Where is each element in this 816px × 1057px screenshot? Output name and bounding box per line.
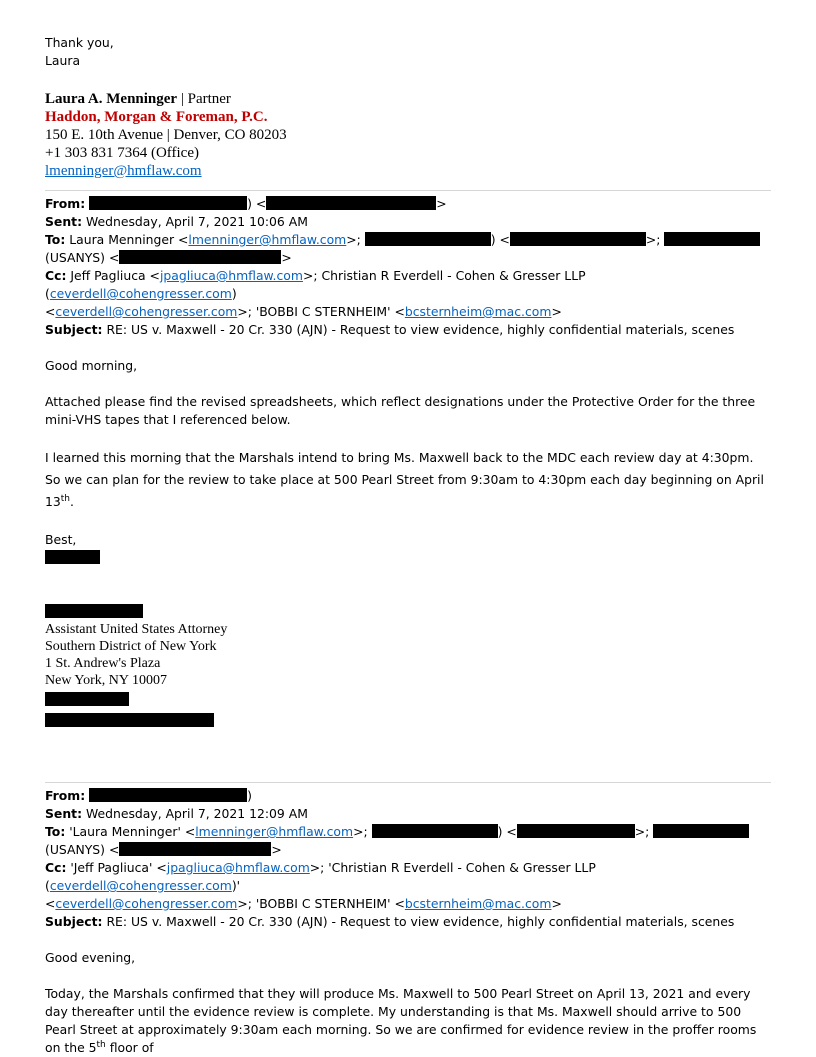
cc-end: > — [551, 896, 562, 911]
redaction — [45, 550, 100, 564]
redaction — [372, 824, 498, 838]
cc-bobbi-email-link[interactable]: bcsternheim@mac.com — [404, 896, 552, 911]
cc-jeff-email-link[interactable]: jpagliuca@hmflaw.com — [159, 268, 303, 283]
sent-label: Sent: — [45, 806, 83, 821]
to-separator: >; — [634, 824, 654, 839]
from-label: From: — [45, 196, 86, 211]
redaction — [45, 604, 143, 618]
paragraph-end: . — [70, 494, 74, 509]
email-greeting: Good morning, — [45, 358, 138, 373]
superscript: th — [60, 493, 71, 504]
email-paragraph — [45, 447, 771, 513]
signature-block — [45, 90, 771, 180]
email-header-1 — [45, 195, 771, 339]
paragraph-text: Today, the Marshals confirmed that they will produce Ms. Maxwell to 500 Pearl Street on April 13, 2021 and every day thereafter until the evidence review is complete. My understanding is that Ms. Maxwell should arrive to 500 Pearl Street at approximately 9:30am each morning. So we are confirmed for evidence review in the proffer rooms on the 5 — [45, 986, 757, 1055]
sent-label: Sent: — [45, 214, 83, 229]
to-email-link[interactable]: lmenninger@hmflaw.com — [195, 824, 354, 839]
to-label: To: — [45, 824, 66, 839]
ausa-title: Assistant United States Attorney — [45, 622, 228, 637]
ausa-signature — [45, 621, 771, 689]
to-middle: ) < — [497, 824, 517, 839]
signature-email-link[interactable]: lmenninger@hmflaw.com — [45, 163, 202, 179]
cc-jeff-email-link[interactable]: jpagliuca@hmflaw.com — [166, 860, 310, 875]
cc-christian: >; Christian R Everdell - Cohen & Gresser LLP ( — [45, 268, 586, 301]
sent-date: Wednesday, April 7, 2021 12:09 AM — [82, 806, 308, 821]
subject-text: RE: US v. Maxwell - 20 Cr. 330 (AJN) - Request to view evidence, highly confidential materials, scenes — [102, 914, 735, 929]
cc-christian-email-link-2[interactable]: ceverdell@cohengresser.com — [55, 304, 238, 319]
redaction — [89, 196, 247, 210]
superscript: th — [96, 1039, 106, 1050]
redaction — [653, 824, 749, 838]
email-paragraph — [45, 985, 771, 1057]
to-usanys: (USANYS) < — [45, 842, 120, 857]
sent-date: Wednesday, April 7, 2021 10:06 AM — [82, 214, 308, 229]
cc-label: Cc: — [45, 268, 67, 283]
signature-firm: Haddon, Morgan & Foreman, P.C. — [45, 109, 268, 125]
redaction — [266, 196, 436, 210]
redaction — [365, 232, 491, 246]
cc-christian-email-link[interactable]: ceverdell@cohengresser.com — [49, 878, 232, 893]
redaction — [517, 824, 635, 838]
cc-bobbi-email-link[interactable]: bcsternheim@mac.com — [404, 304, 552, 319]
redaction — [89, 788, 247, 802]
to-label: To: — [45, 232, 66, 247]
cc-christian-email-link[interactable]: ceverdell@cohengresser.com — [49, 286, 232, 301]
to-middle: ) < — [490, 232, 510, 247]
signature-name: Laura A. Menninger — [45, 91, 178, 107]
redaction — [510, 232, 646, 246]
subject-label: Subject: — [45, 322, 103, 337]
from-label: From: — [45, 788, 86, 803]
cc-christian-close: ) — [231, 286, 237, 301]
ausa-office: Southern District of New York — [45, 639, 217, 654]
redaction — [119, 250, 281, 264]
to-end: > — [271, 842, 282, 857]
to-separator: >; — [645, 232, 665, 247]
cc-open: < — [45, 304, 56, 319]
from-end: > — [436, 196, 447, 211]
signature-title: | Partner — [177, 91, 231, 107]
from-separator: ) < — [247, 196, 267, 211]
redaction — [119, 842, 271, 856]
from-end: ) — [247, 788, 252, 803]
email-paragraph: Attached please find the revised spreadsheets, which reflect designations under the Protective Order for the three mini-VHS tapes that I referenced below. — [45, 394, 756, 427]
ausa-city: New York, NY 10007 — [45, 673, 167, 688]
cc-jeff: Jeff Pagliuca < — [66, 268, 160, 283]
cc-christian: >; 'Christian R Everdell - Cohen & Gresser LLP ( — [45, 860, 596, 893]
redaction — [45, 713, 214, 727]
cc-bobbi: >; 'BOBBI C STERNHEIM' < — [237, 304, 405, 319]
to-separator: >; — [346, 232, 365, 247]
closing-thanks: Thank you, — [45, 35, 114, 50]
to-prefix: Laura Menninger < — [65, 232, 189, 247]
email-closing: Best, — [45, 532, 77, 547]
closing-name: Laura — [45, 53, 81, 68]
subject-label: Subject: — [45, 914, 103, 929]
to-separator: >; — [353, 824, 372, 839]
ausa-street: 1 St. Andrew's Plaza — [45, 656, 161, 671]
to-usanys: (USANYS) < — [45, 250, 120, 265]
paragraph-end: floor of — [105, 1040, 154, 1055]
cc-end: > — [551, 304, 562, 319]
signature-phone: +1 303 831 7364 (Office) — [45, 145, 199, 161]
cc-christian-close: )' — [231, 878, 241, 893]
document-page — [45, 34, 771, 1057]
cc-open: < — [45, 896, 56, 911]
subject-text: RE: US v. Maxwell - 20 Cr. 330 (AJN) - Request to view evidence, highly confidential materials, scenes — [102, 322, 735, 337]
cc-label: Cc: — [45, 860, 67, 875]
email-header-2 — [45, 787, 771, 931]
signature-address: 150 E. 10th Avenue | Denver, CO 80203 — [45, 127, 287, 143]
to-prefix: 'Laura Menninger' < — [65, 824, 196, 839]
to-email-link[interactable]: lmenninger@hmflaw.com — [188, 232, 347, 247]
cc-jeff: 'Jeff Pagliuca' < — [66, 860, 167, 875]
cc-christian-email-link-2[interactable]: ceverdell@cohengresser.com — [55, 896, 238, 911]
email-greeting: Good evening, — [45, 950, 136, 965]
redaction — [664, 232, 760, 246]
redaction — [45, 692, 129, 706]
to-end: > — [281, 250, 292, 265]
paragraph-text: I learned this morning that the Marshals intend to bring Ms. Maxwell back to the MDC each review day at 4:30pm. So we can plan for the review to take place at 500 Pearl Street from 9:30am to 4:30pm each day beginning on April 13 — [45, 450, 764, 509]
cc-bobbi: >; 'BOBBI C STERNHEIM' < — [237, 896, 405, 911]
